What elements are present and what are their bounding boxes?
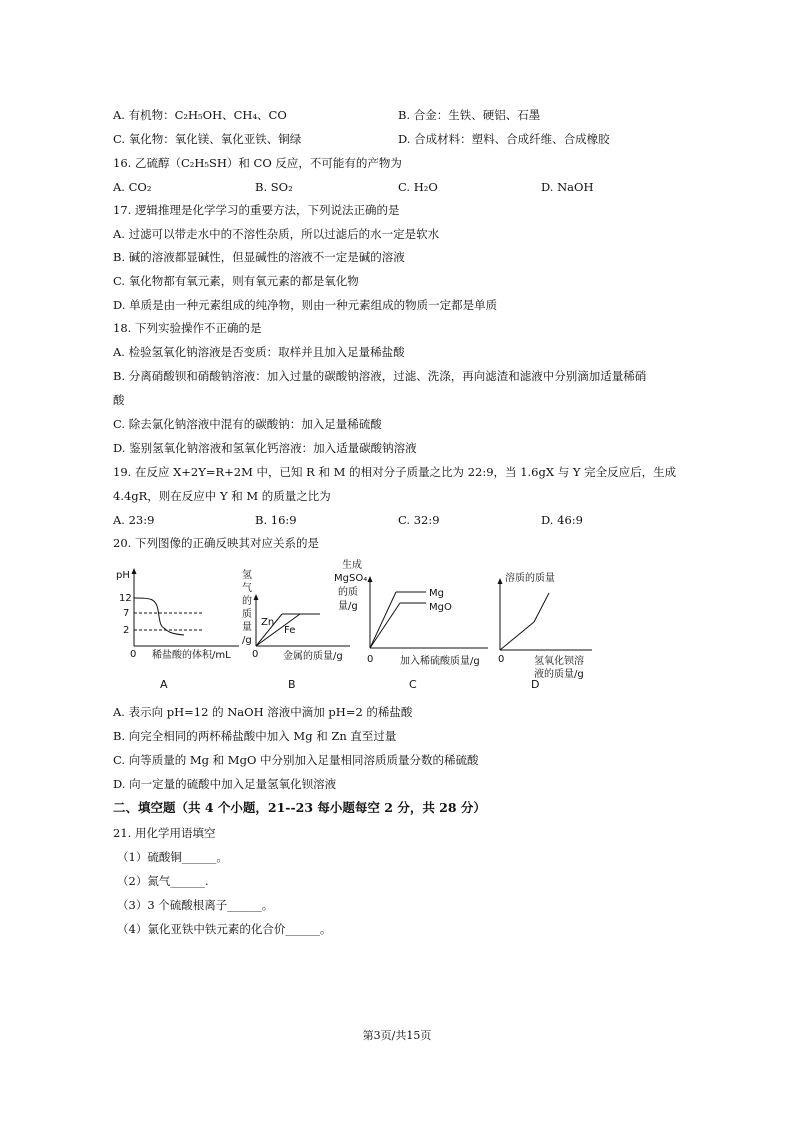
q19-stem-line1: 19. 在反应 X+2Y=R+2M 中，已知 R 和 M 的相对分子质量之比为 22:9，当 1.6gX 与 Y 完全反应后，生成 [113,465,677,479]
q20-option-b: B. 向完全相同的两杯稀盐酸中加入 Mg 和 Zn 直至过量 [113,729,397,743]
graph-c-y-axis-line-3: 的质 [338,587,358,598]
section-2-title: 二、填空题（共 4 个小题，21--23 每小题每空 2 分，共 28 分） [113,800,486,815]
q20-stem: 20. 下列图像的正确反映其对应关系的是 [113,536,319,550]
q20-option-d: D. 向一定量的硫酸中加入足量氢氧化钡溶液 [113,777,337,791]
graph-b-curve-fe-label: Fe [284,625,296,636]
q21-part-3: （3）3 个硫酸根离子______。 [117,898,274,912]
graph-c-y-axis-line-2: MgSO₄ [334,573,368,584]
graph-c-y-axis-line-1: 生成 [342,560,362,571]
graph-b-x-axis-label: 金属的质量/g [283,651,343,662]
q17-option-b: B. 碱的溶液都显碱性，但显碱性的溶液不一定是碱的溶液 [113,250,405,264]
graph-c-origin: 0 [367,654,374,665]
q17-option-c: C. 氧化物都有氧元素，则有氧元素的都是氧化物 [113,274,359,288]
graph-b-y-axis-char-6: /g [242,635,252,646]
q18-stem: 18. 下列实验操作不正确的是 [113,321,262,335]
q16-stem: 16. 乙硫醇（C₂H₅SH）和 CO 反应，不可能有的产物为 [113,156,402,170]
q19-stem-line2: 4.4gR，则在反应中 Y 和 M 的质量之比为 [113,489,331,503]
graph-a-tick-2: 2 [123,625,130,636]
graph-a-tick-7: 7 [123,608,130,619]
graph-a-tick-12: 12 [119,593,132,604]
graph-c-curve-mgo-label: MgO [429,602,452,613]
graph-d-y-axis-label: 溶质的质量 [505,573,555,584]
graph-b-origin: 0 [252,649,259,660]
graph-c-curve-mg-label: Mg [429,588,444,599]
graph-b-y-axis-char-5: 量 [242,622,252,633]
q15-option-a: A. 有机物：C₂H₅OH、CH₄、CO [113,108,287,122]
graph-d-origin: 0 [498,654,505,665]
q21-part-2: （2）氮气______. [117,874,209,888]
q21-part-1: （1）硫酸铜______。 [117,850,228,864]
q18-option-c: C. 除去氯化钠溶液中混有的碳酸钠：加入足量稀硫酸 [113,417,382,431]
q21-part-4: （4）氯化亚铁中铁元素的化合价______。 [117,922,332,936]
graph-a-caption: A [160,678,168,690]
graph-a [112,562,242,690]
graph-d-x-axis-line-1: 氢氧化钡溶 [534,656,584,667]
page-footer: 第3页/共15页 [362,1029,432,1042]
q16-option-a: A. CO₂ [113,180,152,194]
graph-d-caption: D [531,678,540,691]
graph-d [492,566,602,692]
q15-option-c: C. 氧化物：氧化镁、氧化亚铁、铜绿 [113,132,302,146]
q16-option-d: D. NaOH [541,180,594,194]
q20-option-c: C. 向等质量的 Mg 和 MgO 中分别加入足量相同溶质质量分数的稀硫酸 [113,753,479,767]
q19-option-b: B. 16:9 [255,513,297,527]
graph-b-y-axis-char-3: 的 [242,596,252,607]
graph-a-x-axis-label: 稀盐酸的体积/mL [152,650,231,661]
graph-b-y-axis-char-2: 气 [242,583,252,594]
q15-option-b: B. 合金：生铁、硬铝、石墨 [398,108,541,122]
q17-option-a: A. 过滤可以带走水中的不溶性杂质，所以过滤后的水一定是软水 [113,227,440,241]
q19-option-a: A. 23:9 [113,513,155,527]
graph-b-y-axis-char-4: 质 [242,609,252,620]
graph-a-origin: 0 [130,649,137,660]
graph-b-curve-zn-label: Zn [261,617,275,628]
q16-option-b: B. SO₂ [255,180,293,194]
q19-option-c: C. 32:9 [398,513,440,527]
q17-option-d: D. 单质是由一种元素组成的纯净物，则由一种元素组成的物质一定都是单质 [113,298,498,312]
q15-option-d: D. 合成材料：塑料、合成纤维、合成橡胶 [398,132,610,146]
q18-option-a: A. 检验氢氧化钠溶液是否变质：取样并且加入足量稀盐酸 [113,345,405,359]
graph-b-caption: B [288,678,296,690]
q17-stem: 17. 逻辑推理是化学学习的重要方法，下列说法正确的是 [113,203,400,217]
q18-option-b-line1: B. 分离硝酸钡和硝酸钠溶液：加入过量的碳酸钠溶液，过滤、洗涤，再向滤渣和滤液中分别滴加适量稀硝 [113,369,647,383]
q18-option-b-line2: 酸 [113,393,125,407]
graph-d-x-axis-line-2: 液的质量/g [534,669,584,680]
graph-b-y-axis-char-1: 氢 [242,570,252,581]
graph-c-caption: C [409,678,417,690]
q20-option-a: A. 表示向 pH=12 的 NaOH 溶液中滴加 pH=2 的稀盐酸 [113,705,413,719]
graph-c-y-axis-line-4: 量/g [338,601,358,612]
graph-c-x-axis-label: 加入稀硫酸质量/g [400,656,480,667]
q19-option-d: D. 46:9 [541,513,583,527]
q18-option-d: D. 鉴别氢氧化钠溶液和氢氧化钙溶液：加入适量碳酸钠溶液 [113,441,417,455]
q16-option-c: C. H₂O [398,180,438,194]
q21-stem: 21. 用化学用语填空 [113,826,216,840]
graph-a-y-axis-label: pH [116,570,130,581]
graph-c [332,556,492,690]
